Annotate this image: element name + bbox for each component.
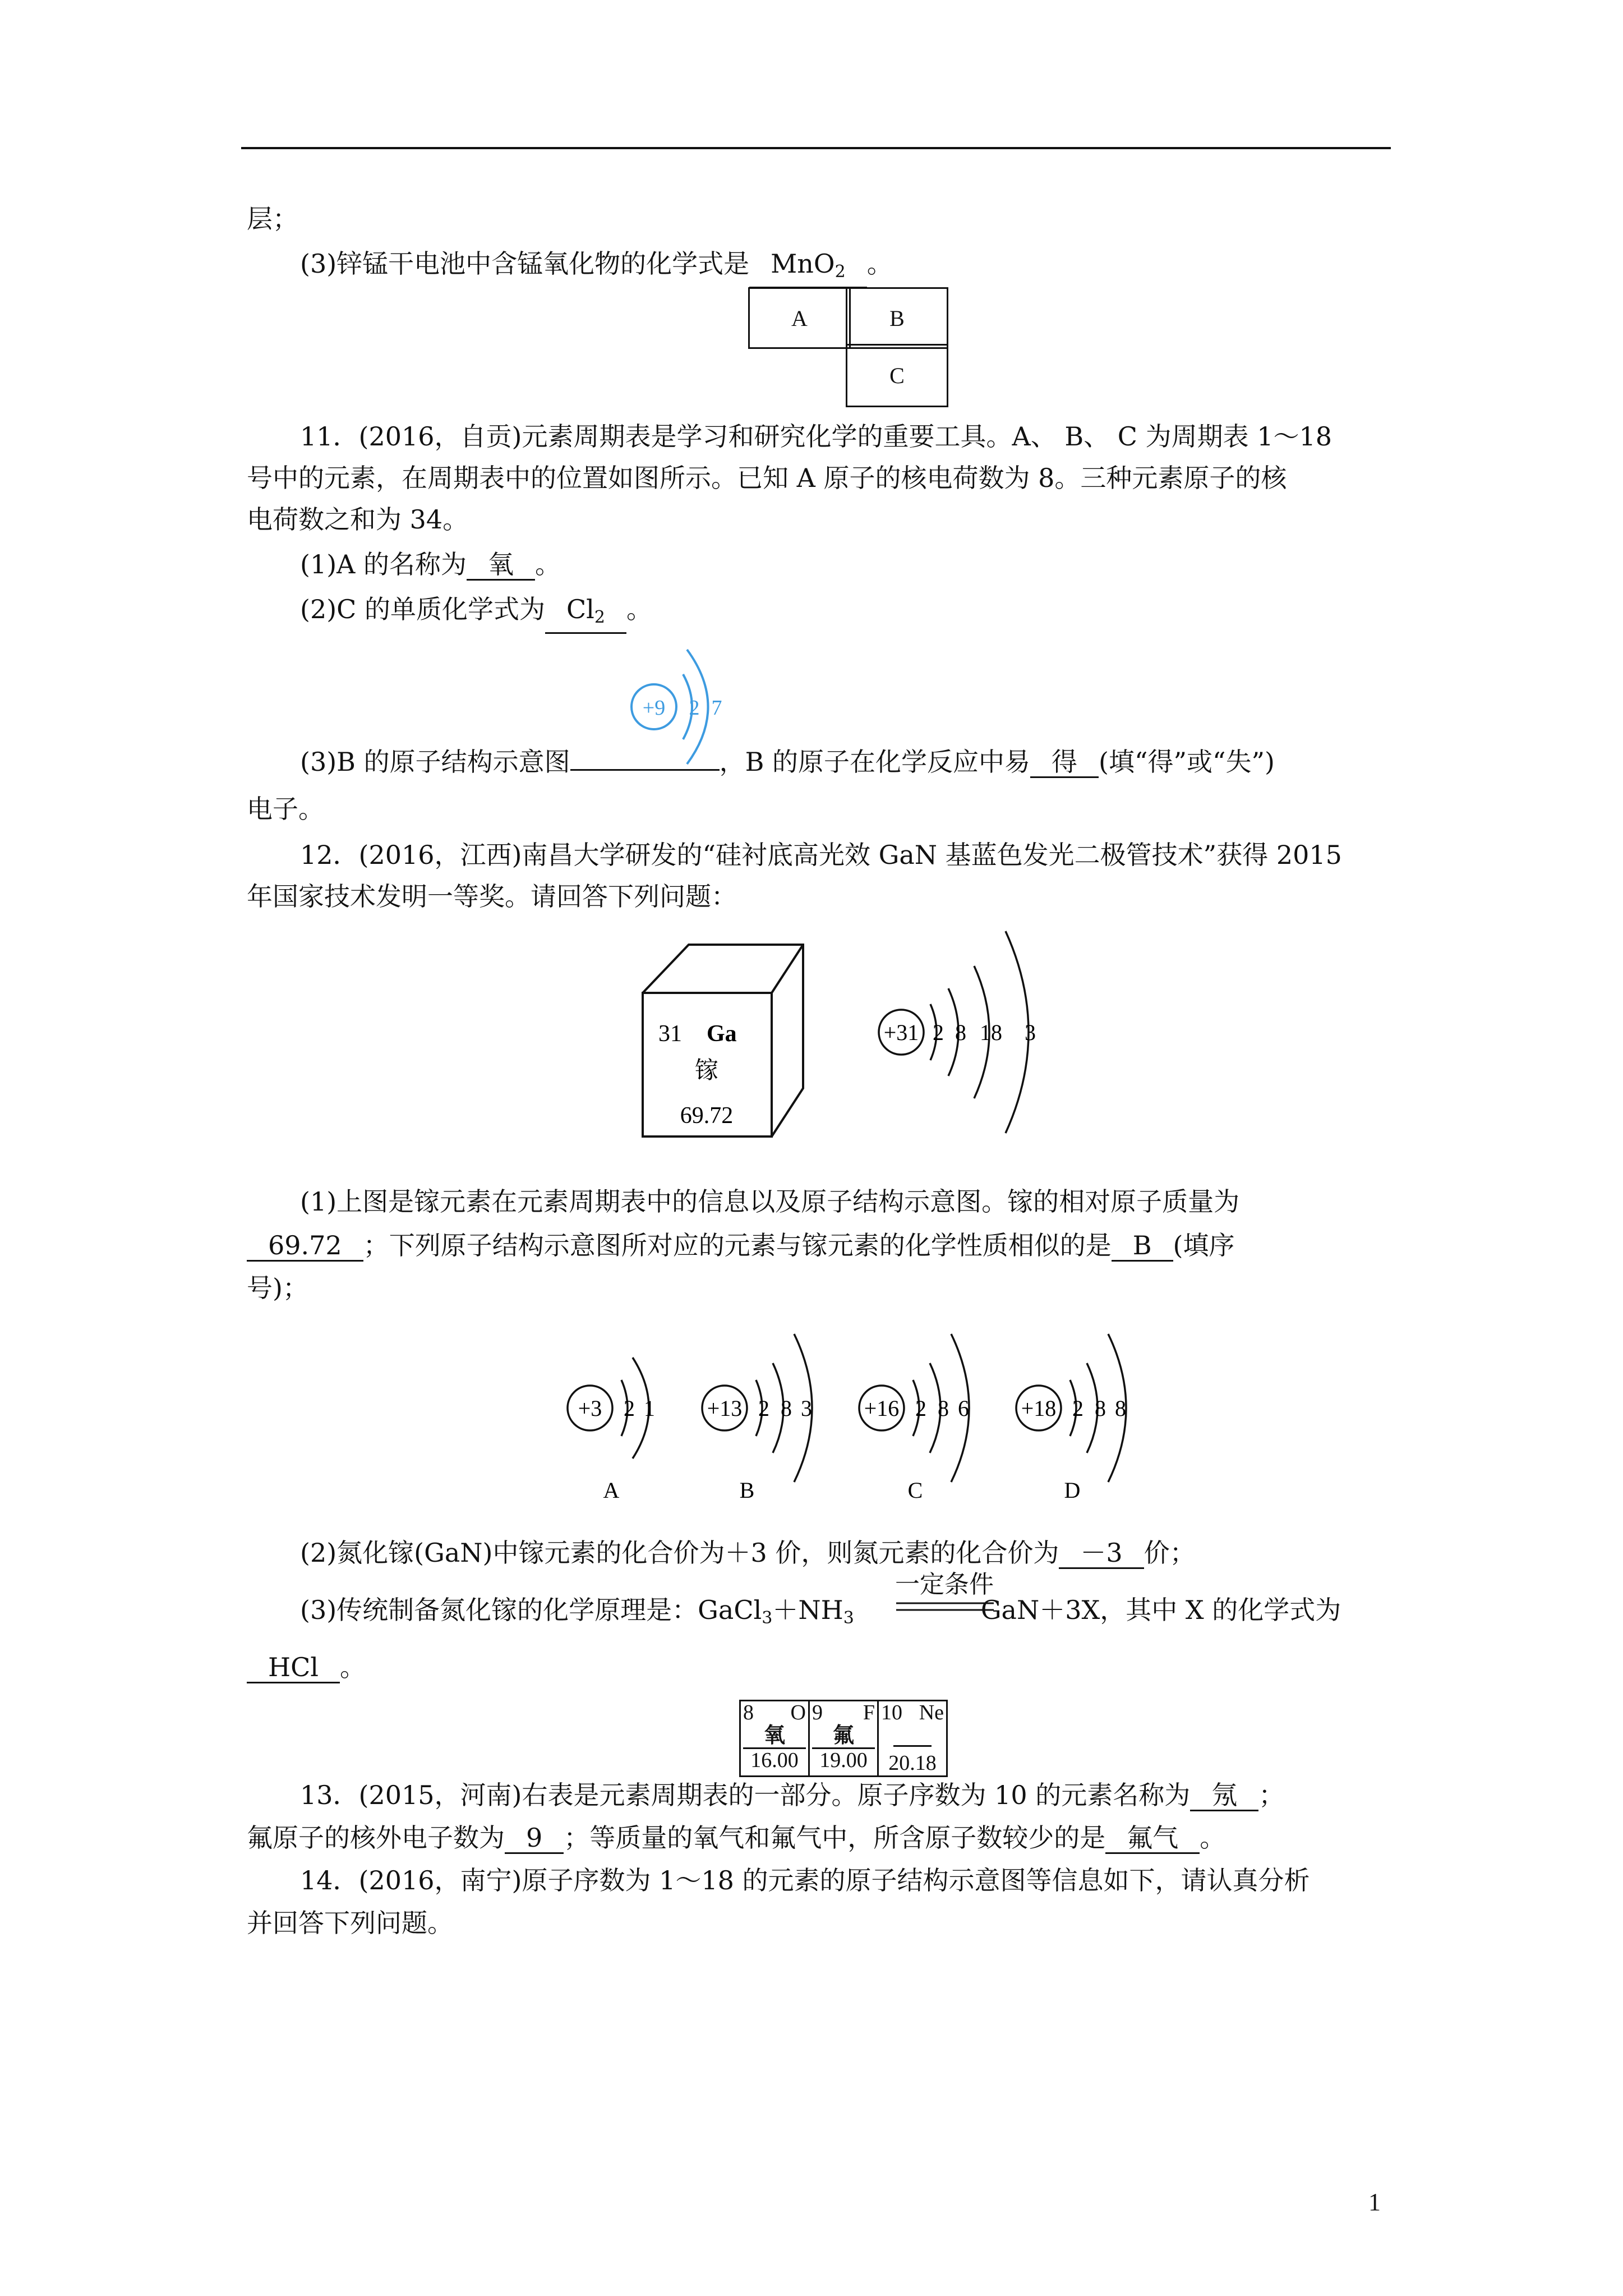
nucleus-charge: +3	[578, 1396, 602, 1421]
option-d-atom	[1005, 1317, 1151, 1503]
question-11-1: (1)A 的名称为 氧 。	[300, 549, 561, 579]
question-12-1-cont: 69.72 ；下列原子结构示意图所对应的元素与镓元素的化学性质相似的是 B (填序	[247, 1228, 1234, 1262]
element-cell-neon	[878, 1701, 947, 1777]
question-10-3: (3)锌锰干电池中含锰氧化物的化学式是 MnO$_2$ 。	[300, 247, 893, 288]
question-12-1: (1)上图是镓元素在元素周期表中的信息以及原子结构示意图。镓的相对原子质量为	[300, 1186, 1240, 1217]
reaction-condition: 一定条件	[895, 1570, 994, 1599]
shell-electrons: 6	[958, 1396, 969, 1421]
atomic-number: 10	[881, 1701, 902, 1724]
element-symbol: O	[790, 1701, 806, 1724]
element-name: 氧	[763, 1723, 785, 1747]
shell-electrons: 18	[980, 1020, 1002, 1045]
option-c-atom	[848, 1317, 994, 1503]
question-14: 14．(2016，南宁)原子序数为 1～18 的元素的原子结构示意图等信息如下，请认真分析	[300, 1865, 1310, 1895]
nucleus-charge: +13	[707, 1396, 743, 1421]
atomic-number: 9	[812, 1701, 823, 1724]
text-line: 电荷数之和为 34。	[247, 504, 469, 535]
nucleus-charge: +16	[864, 1396, 900, 1421]
shell-electrons: 1	[644, 1396, 655, 1421]
atomic-number: 31	[658, 1021, 682, 1047]
answer-blank: 69.72	[247, 1231, 363, 1262]
element-name: 镓	[694, 1056, 719, 1084]
question-12-3-cont: HCl 。	[247, 1650, 366, 1684]
element-cell-oxygen	[740, 1701, 809, 1777]
answer-blank: B	[1112, 1231, 1173, 1262]
atomic-number: 8	[743, 1701, 754, 1724]
atomic-mass: 19.00	[812, 1747, 875, 1772]
question-12: 12．(2016，江西)南昌大学研发的“硅衬底高光效 GaN 基蓝色发光二极管技术”获得 2015	[300, 840, 1342, 870]
option-label: B	[739, 1478, 755, 1503]
gallium-atom-diagram	[872, 926, 1074, 1139]
shell-electrons: 7	[711, 696, 722, 720]
shell-electrons: 2	[915, 1396, 926, 1421]
question-12-2: (2)氮化镓(GaN)中镓元素的化合价为＋3 价，则氮元素的化合价为 －3 价；	[300, 1538, 1196, 1568]
shell-electrons: 2	[933, 1020, 944, 1045]
text-line: 号中的元素，在周期表中的位置如图所示。已知 A 原子的核电荷数为 8。三种元素原子的核	[247, 463, 1287, 493]
nucleus-charge: +18	[1021, 1396, 1057, 1421]
shell-electrons: 2	[1072, 1396, 1083, 1421]
answer-blank: 得	[1030, 747, 1099, 778]
question-11: 11．(2016，自贡)元素周期表是学习和研究化学的重要工具。A、 B、 C 为周期表 1～18	[300, 421, 1332, 452]
option-b-atom	[691, 1317, 837, 1503]
shell-electrons: 8	[938, 1396, 949, 1421]
shell-electrons: 8	[1115, 1396, 1126, 1421]
answer-blank: －3	[1059, 1538, 1144, 1569]
option-label: A	[603, 1478, 620, 1503]
question-11-2: (2)C 的单质化学式为 $Cl_2$ 。	[300, 592, 652, 634]
element-symbol: Ne	[919, 1701, 944, 1724]
question-13: 13．(2015，河南)右表是元素周期表的一部分。原子序数为 10 的元素名称为 氖 ；	[300, 1780, 1285, 1810]
text-line: 号)；	[247, 1273, 308, 1303]
shell-electrons: 3	[1025, 1020, 1036, 1045]
text-line: 年国家技术发明一等奖。请回答下列问题：	[247, 881, 737, 912]
question-11-3: (3)B 的原子结构示意图 ，B 的原子在化学反应中易 得 (填“得”或“失”)	[300, 747, 1275, 777]
text-line: 电子。	[247, 794, 324, 824]
answer-blank: 氟气	[1105, 1823, 1200, 1854]
nucleus-charge: +31	[883, 1020, 919, 1045]
answer-blank: 氧	[467, 550, 535, 581]
option-a-atom	[555, 1335, 679, 1503]
shell-electrons: 8	[955, 1020, 966, 1045]
page-number: 1	[1368, 2188, 1381, 2216]
text-line: 并回答下列问题。	[247, 1908, 453, 1938]
answer-blank: MnO$_2$	[749, 249, 867, 288]
answer-blank: $Cl_2$	[545, 595, 626, 634]
answer-blank	[570, 769, 720, 771]
answer-blank: 9	[505, 1823, 564, 1854]
periodic-table-fragment	[739, 1700, 948, 1777]
text-line: 层；	[247, 204, 298, 234]
cell-b: B	[846, 287, 948, 349]
element-symbol: Ga	[707, 1021, 737, 1047]
gallium-element-cell	[639, 940, 808, 1142]
question-13-cont: 氟原子的核外电子数为 9 ；等质量的氧气和氟气中，所含原子数较少的是 氟气 。	[247, 1823, 1226, 1853]
element-name-blank	[881, 1728, 944, 1751]
cell-a: A	[748, 287, 851, 349]
shell-electrons: 8	[1095, 1396, 1106, 1421]
element-symbol: F	[863, 1701, 875, 1724]
atomic-mass: 69.72	[680, 1103, 734, 1129]
shell-electrons: 3	[801, 1396, 812, 1421]
shell-electrons: 2	[758, 1396, 769, 1421]
cell-c: C	[846, 344, 948, 407]
element-cell-fluorine	[809, 1701, 878, 1777]
shell-electrons: 2	[624, 1396, 635, 1421]
shell-electrons: 2	[689, 696, 700, 720]
header-rule	[241, 147, 1391, 149]
atomic-mass: 20.18	[888, 1751, 937, 1775]
question-12-3: (3)传统制备氮化镓的化学原理是：$GaCl_3+NH_3$ GaN＋3X，其中 X 的化学式为	[300, 1595, 1341, 1628]
answer-blank: 氖	[1190, 1780, 1258, 1811]
option-label: D	[1064, 1478, 1081, 1503]
option-label: C	[907, 1478, 923, 1503]
nucleus-charge: +9	[642, 696, 666, 720]
answer-blank: HCl	[247, 1653, 340, 1683]
element-name: 氟	[832, 1723, 854, 1747]
shell-electrons: 8	[781, 1396, 792, 1421]
atomic-mass: 16.00	[743, 1747, 806, 1772]
